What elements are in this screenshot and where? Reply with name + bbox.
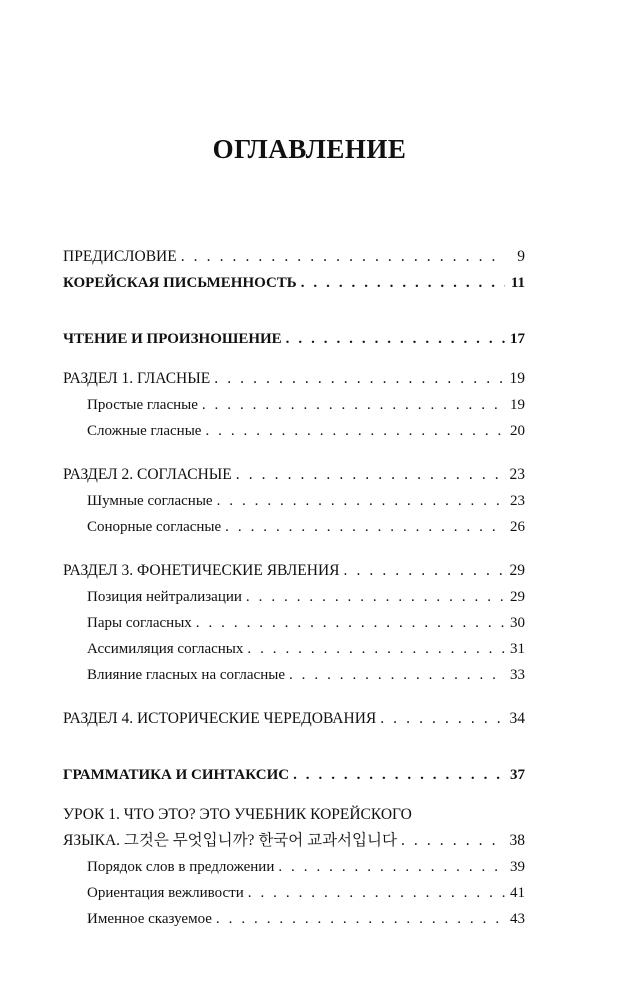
toc-entry-section-3[interactable] — [63, 558, 525, 584]
dot-leader — [344, 558, 506, 584]
dot-leader — [380, 706, 505, 732]
dot-leader — [248, 880, 505, 906]
toc-entry-title: Сонорные согласные — [87, 519, 222, 535]
toc-entry-title: РАЗДЕЛ 4. ИСТОРИЧЕСКИЕ ЧЕРЕДОВАНИЯ — [63, 710, 377, 727]
toc-entry-vowel-influence[interactable] — [63, 662, 525, 688]
dot-leader — [181, 244, 505, 270]
dot-leader — [202, 392, 505, 418]
toc-entry-title: Влияние гласных на согласные — [87, 667, 285, 683]
toc-entry-page: 19 — [509, 370, 525, 387]
toc-entry-preface[interactable] — [63, 244, 525, 270]
toc-entry-noisy-consonants[interactable] — [63, 488, 525, 514]
toc-entry-page: 29 — [509, 562, 525, 579]
toc-entry-section-4[interactable] — [63, 706, 525, 732]
table-of-contents — [63, 244, 525, 932]
toc-entry-neutralization[interactable] — [63, 584, 525, 610]
dot-leader — [401, 828, 505, 854]
toc-entry-reading-pronunciation[interactable] — [63, 326, 525, 352]
dot-leader — [225, 514, 505, 540]
toc-entry-page: 17 — [510, 331, 525, 347]
toc-entry-politeness[interactable] — [63, 880, 525, 906]
toc-entry-title: РАЗДЕЛ 3. ФОНЕТИЧЕСКИЕ ЯВЛЕНИЯ — [63, 562, 340, 579]
toc-entry-title: ЧТЕНИЕ И ПРОИЗНОШЕНИЕ — [63, 331, 282, 347]
toc-entry-grammar-syntax[interactable] — [63, 762, 525, 788]
dot-leader — [196, 610, 505, 636]
dot-leader — [293, 762, 505, 788]
toc-entry-page: 38 — [509, 832, 525, 849]
toc-entry-page: 23 — [510, 493, 525, 509]
toc-entry-page: 41 — [510, 885, 525, 901]
toc-entry-section-2[interactable] — [63, 462, 525, 488]
toc-entry-word-order[interactable] — [63, 854, 525, 880]
toc-entry-title-line-1: УРОК 1. ЧТО ЭТО? ЭТО УЧЕБНИК КОРЕЙСКОГО — [63, 806, 412, 823]
toc-entry-title: Сложные гласные — [87, 423, 202, 439]
toc-entry-page: 33 — [510, 667, 525, 683]
toc-entry-lesson-1[interactable] — [63, 802, 525, 854]
toc-entry-page: 34 — [509, 710, 525, 727]
toc-entry-page: 43 — [510, 911, 525, 927]
toc-entry-title: Позиция нейтрализации — [87, 589, 242, 605]
toc-entry-page: 23 — [509, 466, 525, 483]
toc-entry-title: ГРАММАТИКА И СИНТАКСИС — [63, 767, 290, 783]
dot-leader — [214, 366, 505, 392]
toc-entry-assimilation[interactable] — [63, 636, 525, 662]
toc-entry-page: 39 — [510, 859, 525, 875]
toc-entry-title: Именное сказуемое — [87, 911, 212, 927]
page-title: ОГЛАВЛЕНИЕ — [212, 134, 407, 164]
toc-entry-page: 19 — [510, 397, 525, 413]
dot-leader — [247, 636, 505, 662]
toc-entry-page: 11 — [510, 275, 525, 291]
toc-entry-title-line-2: ЯЗЫКА. 그것은 무엇입니까? 한국어 교과서입니다 — [63, 832, 397, 849]
toc-entry-page: 31 — [510, 641, 525, 657]
toc-entry-page: 9 — [517, 248, 525, 265]
toc-entry-section-1[interactable] — [63, 366, 525, 392]
toc-entry-title: Ассимиляция согласных — [87, 641, 244, 657]
toc-entry-page: 37 — [510, 767, 525, 783]
dot-leader — [246, 584, 505, 610]
dot-leader — [217, 488, 505, 514]
toc-entry-title: ПРЕДИСЛОВИЕ — [63, 248, 177, 265]
toc-entry-title: Порядок слов в предложении — [87, 859, 275, 875]
toc-entry-title: Простые гласные — [87, 397, 198, 413]
dot-leader — [205, 418, 505, 444]
toc-entry-title: РАЗДЕЛ 1. ГЛАСНЫЕ — [63, 370, 211, 387]
toc-entry-title: РАЗДЕЛ 2. СОГЛАСНЫЕ — [63, 466, 232, 483]
dot-leader — [286, 326, 505, 352]
toc-entry-title: КОРЕЙСКАЯ ПИСЬМЕННОСТЬ — [63, 275, 297, 291]
toc-entry-page: 20 — [510, 423, 525, 439]
toc-entry-sonorant-consonants[interactable] — [63, 514, 525, 540]
toc-entry-consonant-pairs[interactable] — [63, 610, 525, 636]
toc-entry-page: 29 — [510, 589, 525, 605]
dot-leader — [236, 462, 505, 488]
toc-entry-korean-writing[interactable] — [63, 270, 525, 296]
toc-entry-title: Шумные согласные — [87, 493, 213, 509]
toc-entry-page: 30 — [510, 615, 525, 631]
toc-entry-nominal-predicate[interactable] — [63, 906, 525, 932]
toc-entry-simple-vowels[interactable] — [63, 392, 525, 418]
dot-leader — [216, 906, 505, 932]
dot-leader — [289, 662, 505, 688]
toc-entry-title: Пары согласных — [87, 615, 192, 631]
dot-leader — [301, 270, 505, 296]
toc-entry-title: Ориентация вежливости — [87, 885, 244, 901]
toc-entry-complex-vowels[interactable] — [63, 418, 525, 444]
toc-entry-page: 26 — [510, 519, 525, 535]
dot-leader — [278, 854, 505, 880]
